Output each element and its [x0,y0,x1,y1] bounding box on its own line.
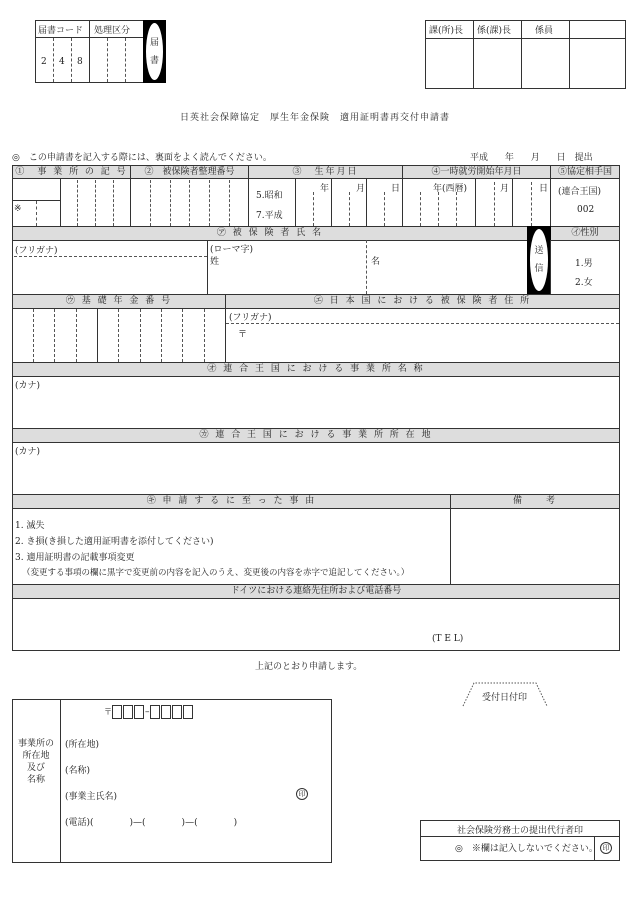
year-western-label: 年(西暦) [433,184,468,194]
seal-icon: 印 [296,788,308,800]
approval-header: 係員 [535,26,554,36]
reception-stamp-label: 受付日付印 [482,693,528,703]
day-label: 日 [539,184,549,194]
given-name-label: 名 [371,257,381,267]
header-office-symbol: ① 事 業 所 の 記 号 [12,165,131,179]
office-postal-field[interactable]: 〒 – [104,705,194,719]
header-partner-country: ⑤協定相手国 [550,165,620,179]
month-label: 月 [500,184,510,194]
reason-damaged: 2. き損(き損した適用証明書を添付してください) [15,537,214,547]
transmit-oval: 送 信 [527,226,551,294]
agent-seal-label: 社会保険労務士の提出代行者印 [456,826,583,836]
approval-header: 係(課)長 [477,26,512,36]
header-reason: ㋖ 申 請 す る に 至 っ た 事 由 [12,494,451,509]
header-uk-office-name: ㋔ 連 合 王 国 に お け る 事 業 所 名 称 [12,362,620,377]
phone-label: (電話)( )—( )—( ) [65,818,238,828]
office-name-label: (名称) [65,766,91,776]
seal-icon: 印 [600,842,612,854]
header-pension-number: ㋒ 基 礎 年 金 番 号 [12,294,226,309]
code-digit: 4 [59,57,65,67]
partner-country: (連合王国) [558,187,602,197]
sex-female-option: 2.女 [575,278,593,288]
roman-label: (ローマ字) [210,245,254,255]
country-code: 002 [577,205,595,215]
office-only-mark: ※ [14,204,22,214]
code-label: 届書コード [38,26,84,36]
reason-change-note: （変更する事項の欄に黒字で変更前の内容を記入のうえ、変更後の内容を赤字で追記してください。） [22,568,410,578]
office-label: 事業所の 所在地 及び 名称 [17,739,54,785]
submission-oval: 届 書 [143,20,166,83]
day-label: 日 [391,184,401,194]
footer-note: ◎ ※欄は記入しないでください。 [455,844,598,854]
header-insured-name: ㋐ 被 保 険 者 氏 名 [12,226,528,241]
month-label: 月 [356,184,366,194]
submit-date: 平成 年 月 日 提出 [470,153,593,163]
era-heisei: 7.平成 [256,211,283,221]
postal-mark: 〒 [238,330,248,340]
proc-label: 処理区分 [94,26,131,36]
header-japan-address: ㋓ 日 本 国 に お け る 被 保 険 者 住 所 [225,294,620,309]
reason-changed: 3. 適用証明書の記載事項変更 [15,553,135,563]
header-uk-office-address: ㋕ 連 合 王 国 に お け る 事 業 所 所 在 地 [12,428,620,443]
office-address-label: (所在地) [65,740,100,750]
code-digit: 2 [41,57,47,67]
declaration: 上記のとおり申請します。 [255,662,363,672]
surname-label: 姓 [210,257,220,267]
header-work-start: ④一時就労開始年月日 [402,165,551,179]
kana-label: (カナ) [15,381,41,391]
era-showa: 5.昭和 [256,191,283,201]
code-digit: 8 [77,57,83,67]
tel-label: (T E L) [432,634,464,644]
reason-lost: 1. 滅失 [15,521,45,531]
notice: ◎ この申請書を記入する際には、裏面をよく読んでください。 [12,153,272,163]
furigana-label: (フリガナ) [15,246,58,256]
sex-male-option: 1.男 [575,259,593,269]
header-remarks: 備 考 [450,494,620,509]
header-germany-contact: ドイツにおける連絡先住所および電話番号 [12,584,620,599]
header-birthdate: ③ 生年月日 [248,165,403,179]
year-label: 年 [320,184,330,194]
header-insured-number: ② 被保険者整理番号 [130,165,249,179]
header-sex: ㋑性別 [550,226,620,241]
kana-label: (カナ) [15,447,41,457]
address-furigana-label: (フリガナ) [229,313,272,323]
approval-header: 課(所)長 [429,26,464,36]
owner-name-label: (事業主氏名) [65,792,118,802]
page-title: 日英社会保障協定 厚生年金保険 適用証明書再交付申請書 [179,113,450,123]
